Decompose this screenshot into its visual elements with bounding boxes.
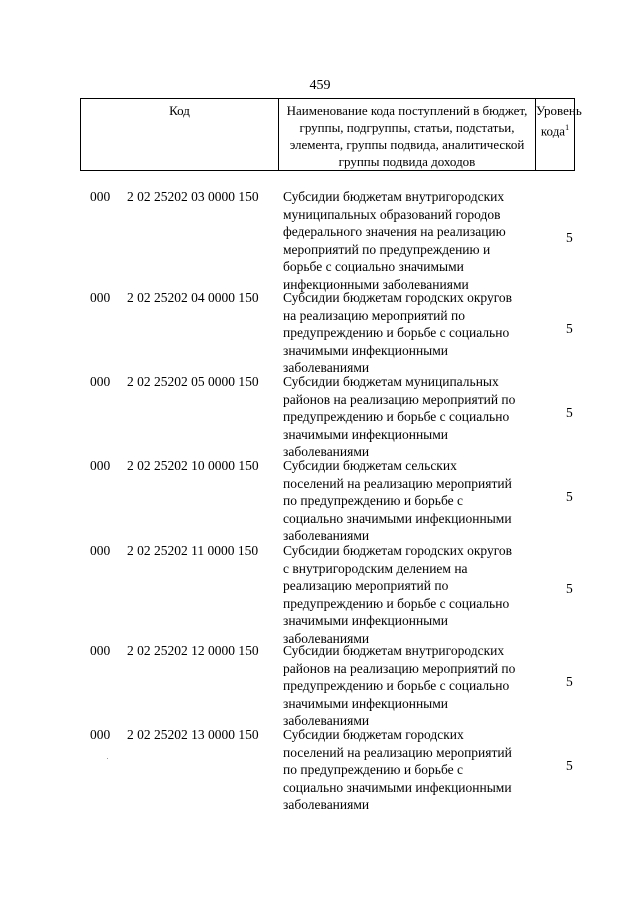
row-name [283,373,533,461]
row-name [283,542,533,647]
row-code: 2 02 25202 13 0000 150 [127,727,259,742]
name-line: предупреждению и борьбе с социально [283,678,510,693]
name-line: мероприятий по предупреждению и [283,241,491,257]
name-line: заболеваниями [283,528,370,543]
row-code: 2 02 25202 12 0000 150 [127,643,259,658]
name-line: на реализацию мероприятий по [283,307,465,323]
row-code: 2 02 25202 05 0000 150 [127,374,259,389]
row-prefix: 000 [90,189,111,204]
row-prefix: 000 [90,374,111,389]
row-level: 5 [566,489,573,504]
name-line: социально значимыми инфекционными [283,779,512,795]
row-code: 2 02 25202 10 0000 150 [127,458,259,473]
row-name [283,642,533,730]
name-line: предупреждению и борьбе с социально [283,325,510,340]
name-line: заболеваниями [283,630,370,646]
row-level: 5 [566,674,573,689]
name-line: Субсидии бюджетам городских округов [283,290,513,305]
row-prefix: 000 [90,727,111,742]
name-line: Субсидии бюджетам городских [283,727,464,742]
row-level: 5 [566,581,573,596]
name-line: заболеваниями [283,444,370,459]
name-line: муниципальных образований городов [283,206,501,222]
table-header [80,98,582,171]
row-prefix: 000 [90,543,111,558]
row-code: 2 02 25202 03 0000 150 [127,189,259,204]
name-line: заболеваниями [283,360,370,375]
name-line: федерального значения на реализацию [283,224,506,239]
name-line: значимыми инфекционными [283,695,449,711]
header-name-column: Наименование кода поступлений в бюджет, группы, подгруппы, статьи, подстатьи, элемента, группы подвида, аналитической группы подвида доходов [279,99,536,171]
page-number: 459 [309,78,331,93]
row-level: 5 [566,758,573,773]
scan-speck [107,758,108,759]
footnote-marker: 1 [565,123,570,132]
name-line: реализацию мероприятий по [283,578,449,593]
name-line: Субсидии бюджетам муниципальных [283,374,499,389]
header-level-label: Уровень кода [536,103,582,139]
name-line: Субсидии бюджетам городских округов [283,543,513,558]
name-line: Субсидии бюджетам сельских [283,458,457,473]
name-line: значимыми инфекционными [283,613,449,628]
row-code: 2 02 25202 04 0000 150 [127,290,259,305]
header-level-column [536,99,582,171]
name-line: заболеваниями [283,797,370,812]
name-line: инфекционными заболеваниями [283,276,469,292]
name-line: социально значимыми инфекционными [283,510,512,526]
header-code-column: Код [81,99,279,171]
name-line: с внутригородским делением на [283,560,468,576]
row-prefix: 000 [90,643,111,658]
row-prefix: 000 [90,290,111,305]
name-line: поселений на реализацию мероприятий [283,744,512,760]
row-code: 2 02 25202 11 0000 150 [127,543,259,558]
name-line: предупреждению и борьбе с социально [283,595,510,611]
name-line: районов на реализацию мероприятий по [283,660,516,676]
name-line: Субсидии бюджетам внутригородских [283,643,505,658]
name-line: по предупреждению и борьбе с [283,493,463,508]
name-line: поселений на реализацию мероприятий [283,475,512,491]
name-line: районов на реализацию мероприятий по [283,391,516,407]
name-line: по предупреждению и борьбе с [283,762,463,777]
name-line: борьбе с социально значимыми [283,259,464,274]
row-prefix: 000 [90,458,111,473]
row-level: 5 [566,230,573,245]
name-line: заболеваниями [283,713,370,728]
row-name [283,289,533,377]
name-line: значимыми инфекционными [283,342,449,358]
row-level: 5 [566,405,573,420]
row-name [283,188,533,293]
row-level: 5 [566,321,573,336]
name-line: Субсидии бюджетам внутригородских [283,189,505,204]
row-name [283,457,533,545]
name-line: предупреждению и борьбе с социально [283,409,510,424]
name-line: значимыми инфекционными [283,426,449,442]
row-name [283,726,533,814]
